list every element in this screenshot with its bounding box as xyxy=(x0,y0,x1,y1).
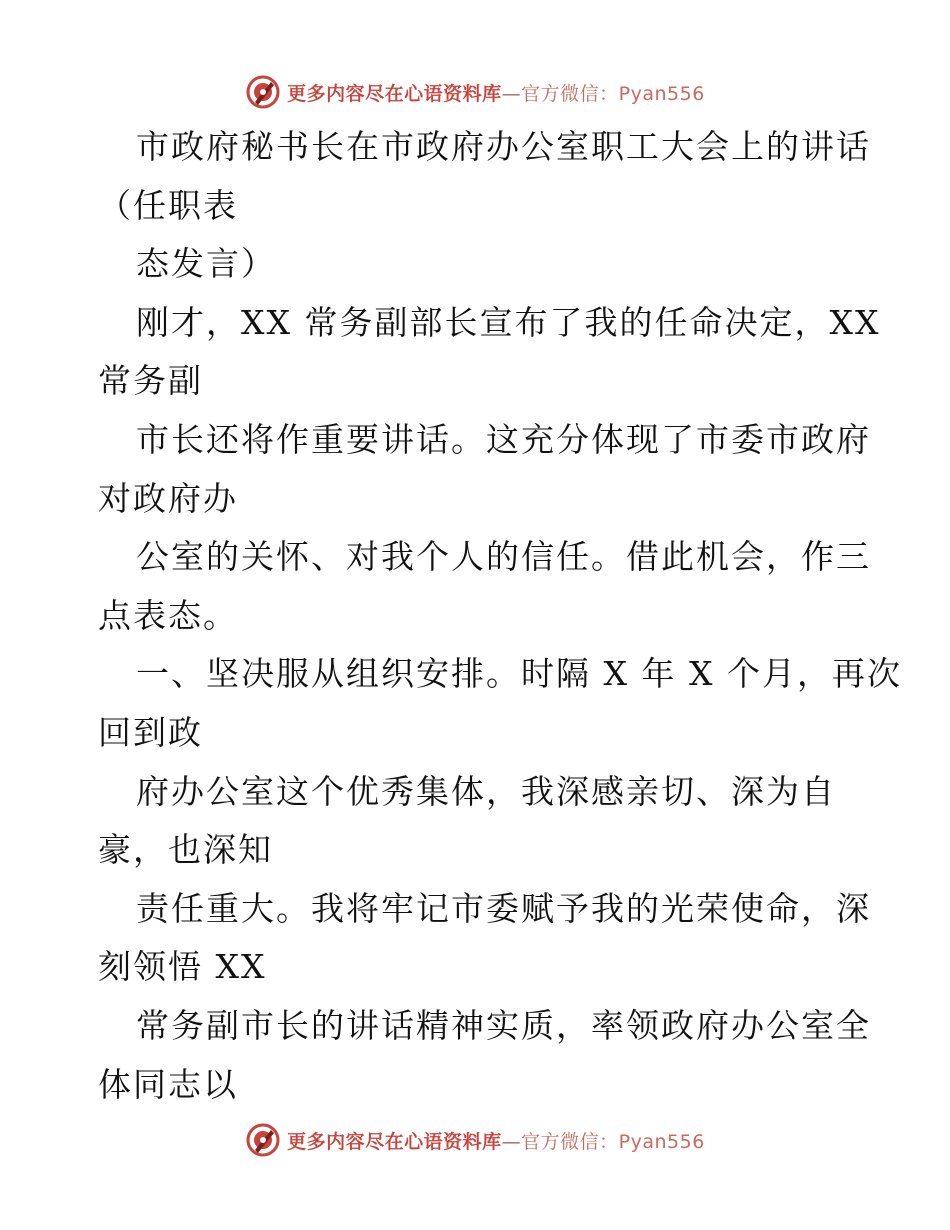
header-banner xyxy=(0,70,950,114)
brush-pen-logo-icon xyxy=(245,1122,281,1158)
document-body xyxy=(98,118,902,1114)
brush-pen-logo-icon xyxy=(245,74,281,110)
banner-main-text: 更多内容尽在心语资料库 xyxy=(287,82,502,105)
text-line: 对政府办 xyxy=(98,478,238,518)
banner-separator: — xyxy=(501,1130,522,1153)
banner-text xyxy=(287,79,705,106)
text-line: 回到政 xyxy=(98,712,203,752)
banner-sub-text: 官方微信：Pyan556 xyxy=(521,1130,705,1153)
text-line: 刚才，XX 常务副部长宣布了我的任命决定，XX xyxy=(136,302,881,342)
text-line: 态发言） xyxy=(136,244,276,284)
text-line: 市政府秘书长在市政府办公室职工大会上的讲话 xyxy=(136,127,871,166)
text-line: 一、坚决服从组织安排。时隔 X 年 X 个月，再次 xyxy=(136,654,902,694)
text-line: 常务副市长的讲话精神实质，率领政府办公室全 xyxy=(136,1005,871,1045)
banner-text xyxy=(287,1127,705,1154)
text-line: 豪，也深知 xyxy=(98,830,273,870)
text-line: 市长还将作重要讲话。这充分体现了市委市政府 xyxy=(136,419,871,459)
text-line: 体同志以 xyxy=(98,1064,238,1104)
text-line: 责任重大。我将牢记市委赋予我的光荣使命，深 xyxy=(136,888,871,928)
text-line: （任职表 xyxy=(98,185,238,225)
text-line: 府办公室这个优秀集体，我深感亲切、深为自 xyxy=(136,771,836,811)
text-line: 刻领悟 XX xyxy=(98,947,267,987)
footer-banner xyxy=(0,1118,950,1162)
text-line: 公室的关怀、对我个人的信任。借此机会，作三 xyxy=(136,537,871,577)
text-line: 点表态。 xyxy=(98,595,238,635)
banner-main-text: 更多内容尽在心语资料库 xyxy=(287,1130,502,1153)
banner-separator: — xyxy=(501,82,522,105)
text-line: 常务副 xyxy=(98,361,203,401)
banner-sub-text: 官方微信：Pyan556 xyxy=(521,82,705,105)
